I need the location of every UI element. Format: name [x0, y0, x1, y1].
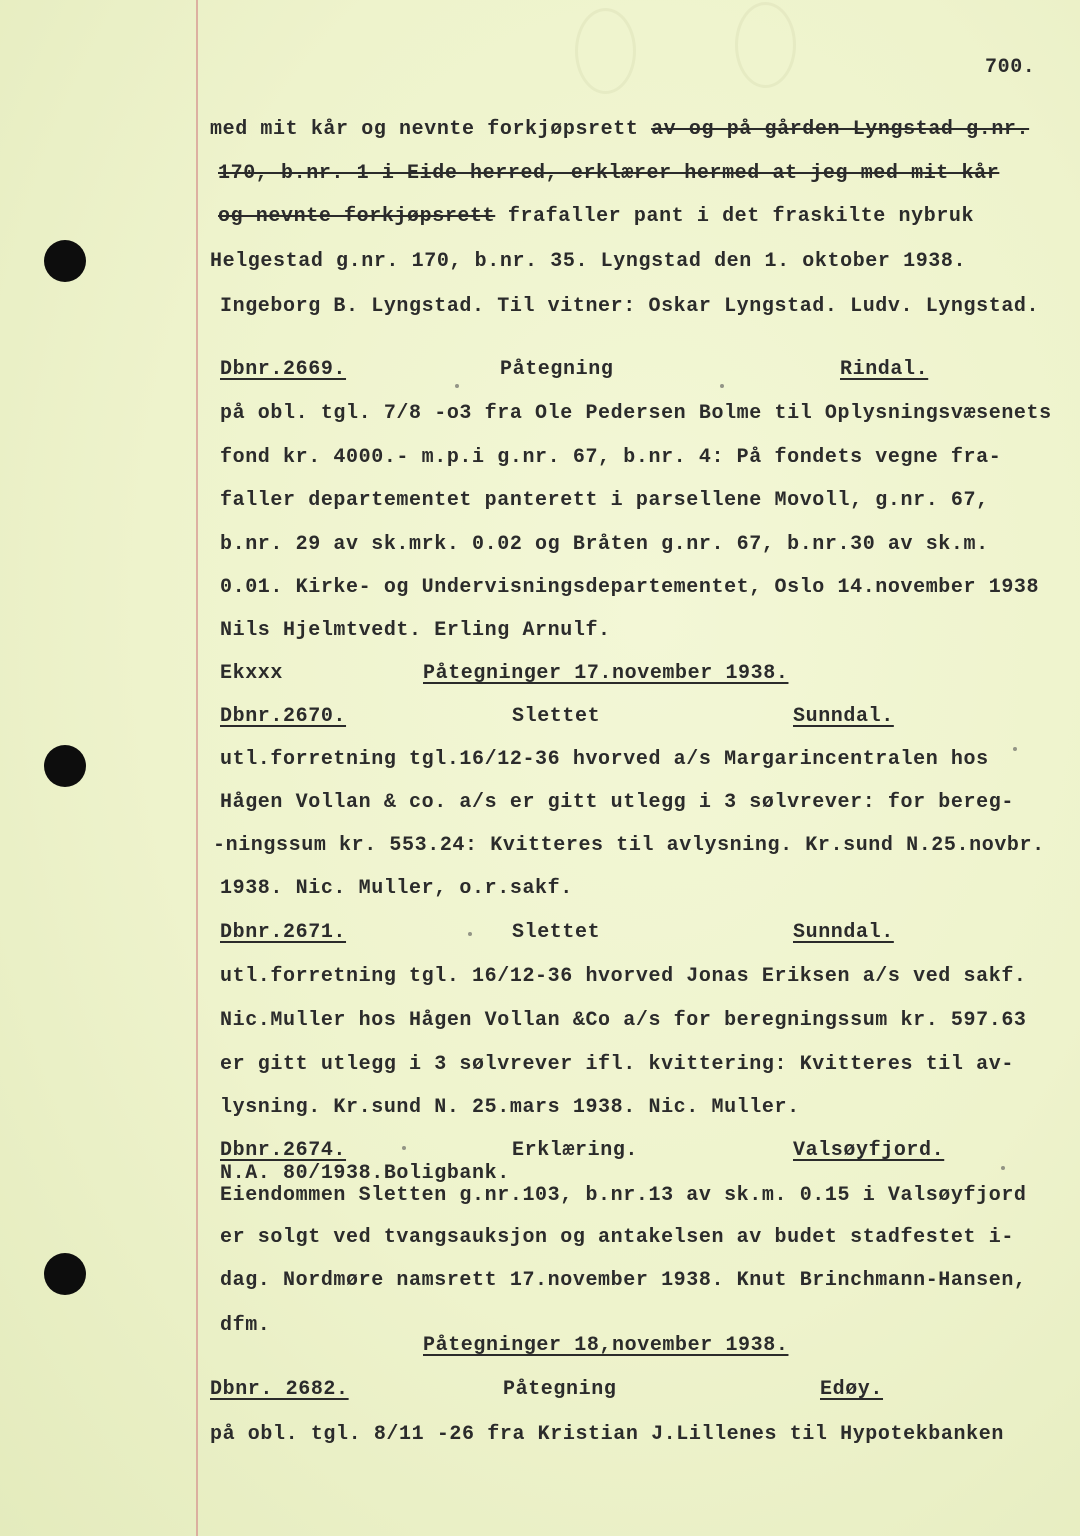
- text-line-h4a: [220, 921, 346, 945]
- text-line-h7a: [210, 1378, 349, 1402]
- text-line-h1a: [220, 358, 346, 382]
- text-span: Påtegning: [503, 1378, 617, 1401]
- text-line-h3b: [512, 705, 600, 729]
- underlined-text: Påtegninger 18,november 1938.: [423, 1334, 789, 1357]
- underlined-text: Dbnr. 2682.: [210, 1378, 349, 1401]
- text-line-l16: [220, 965, 1027, 989]
- text-line-l24: [220, 1314, 270, 1338]
- text-span: utl.forretning tgl.16/12-36 hvorved a/s Margarincentralen hos: [220, 748, 989, 771]
- text-span: dag. Nordmøre namsrett 17.november 1938. Knut Brinchmann-Hansen,: [220, 1269, 1027, 1292]
- text-line-l11: [220, 619, 611, 643]
- text-line-l21: [220, 1184, 1027, 1208]
- text-line-h2a: [220, 662, 283, 686]
- text-line-l13: [220, 791, 1014, 815]
- underlined-text: Påtegninger 17.november 1938.: [423, 662, 789, 685]
- text-line-h2b: [423, 662, 788, 686]
- struck-text: av og på gården Lyngstad g.nr.: [651, 118, 1030, 141]
- text-line-h3a: [220, 705, 346, 729]
- text-line-l17: [220, 1009, 1027, 1033]
- text-span: med mit kår og nevnte forkjøpsrett: [210, 118, 652, 141]
- underlined-text: Dbnr.2671.: [220, 921, 347, 944]
- text-line-l4: [210, 250, 966, 274]
- text-span: -ningssum kr. 553.24: Kvitteres til avlysning. Kr.sund N.25.novbr.: [213, 834, 1045, 857]
- watermark-mark: [735, 2, 796, 88]
- ink-speck: [402, 1146, 406, 1150]
- text-line-l23: [220, 1269, 1027, 1293]
- text-line-l2: [218, 162, 999, 186]
- text-span: er solgt ved tvangsauksjon og antakelsen av budet stadfestet i-: [220, 1226, 1014, 1249]
- text-line-h1c: [840, 358, 928, 382]
- text-span: Hågen Vollan & co. a/s er gitt utlegg i 3 sølvrever: for bereg-: [220, 791, 1014, 814]
- text-line-l18: [220, 1053, 1014, 1077]
- ink-speck: [1001, 1166, 1005, 1170]
- text-span: er gitt utlegg i 3 sølvrever ifl. kvittering: Kvitteres til av-: [220, 1053, 1014, 1076]
- text-span: Slettet: [512, 705, 601, 728]
- text-line-l22: [220, 1226, 1014, 1250]
- text-line-l7: [220, 446, 1001, 470]
- text-line-l12: [220, 748, 989, 772]
- text-line-l25: [210, 1423, 1004, 1447]
- text-line-l6: [220, 402, 1052, 426]
- watermark-mark: [575, 8, 636, 94]
- underlined-text: Sunndal.: [793, 705, 894, 728]
- underlined-text: Edøy.: [820, 1378, 884, 1401]
- text-span: Nils Hjelmtvedt. Erling Arnulf.: [220, 619, 611, 642]
- text-line-h1b: [500, 358, 613, 382]
- text-span: N.A. 80/1938.Boligbank.: [220, 1162, 510, 1185]
- text-span: 1938. Nic. Muller, o.r.sakf.: [220, 877, 573, 900]
- text-span: frafaller pant i det fraskilte nybruk: [495, 205, 975, 228]
- text-span: b.nr. 29 av sk.mrk. 0.02 og Bråten g.nr. 67, b.nr.30 av sk.m.: [220, 533, 989, 556]
- text-line-h5a: [220, 1139, 346, 1163]
- text-span: lysning. Kr.sund N. 25.mars 1938. Nic. Muller.: [220, 1096, 800, 1119]
- underlined-text: Valsøyfjord.: [793, 1139, 945, 1162]
- text-line-h4c: [793, 921, 894, 945]
- underlined-text: Sunndal.: [793, 921, 894, 944]
- ink-speck: [468, 932, 472, 936]
- margin-line: [196, 0, 198, 1536]
- page-number: 700.: [985, 56, 1036, 79]
- text-span: 0.01. Kirke- og Undervisningsdepartementet, Oslo 14.november 1938: [220, 576, 1040, 599]
- text-line-l9: [220, 533, 989, 557]
- text-line-h7c: [820, 1378, 883, 1402]
- text-line-h3c: [793, 705, 894, 729]
- text-span: fond kr. 4000.- m.p.i g.nr. 67, b.nr. 4: På fondets vegne fra-: [220, 446, 1002, 469]
- text-line-h5b: [512, 1139, 638, 1163]
- ink-speck: [455, 384, 459, 388]
- underlined-text: Rindal.: [840, 358, 929, 381]
- text-line-l20: [220, 1162, 510, 1186]
- text-span: dfm.: [220, 1314, 271, 1337]
- ink-speck: [720, 384, 724, 388]
- punch-hole: [44, 240, 86, 282]
- text-span: faller departementet panterett i parsellene Movoll, g.nr. 67,: [220, 489, 989, 512]
- text-line-l19: [220, 1096, 800, 1120]
- text-line-h6: [423, 1334, 788, 1358]
- text-span: Ingeborg B. Lyngstad. Til vitner: Oskar Lyngstad. Ludv. Lyngstad.: [220, 295, 1040, 318]
- text-line-l5: [220, 295, 1039, 319]
- text-line-l15: [220, 877, 573, 901]
- struck-text: 170, b.nr. 1 i Eide herred, erklærer hermed at jeg med mit kår: [218, 162, 1000, 185]
- text-span: utl.forretning tgl. 16/12-36 hvorved Jonas Eriksen a/s ved sakf.: [220, 965, 1027, 988]
- text-span: på obl. tgl. 8/11 -26 fra Kristian J.Lillenes til Hypotekbanken: [210, 1423, 1004, 1446]
- underlined-text: Dbnr.2670.: [220, 705, 347, 728]
- text-span: Påtegning: [500, 358, 614, 381]
- underlined-text: Dbnr.2674.: [220, 1139, 347, 1162]
- text-line-l14: [213, 834, 1045, 858]
- text-span: på obl. tgl. 7/8 -o3 fra Ole Pedersen Bolme til Oplysningsvæsenets: [220, 402, 1052, 425]
- underlined-text: Dbnr.2669.: [220, 358, 347, 381]
- text-line-l8: [220, 489, 989, 513]
- text-line-l10: [220, 576, 1039, 600]
- text-span: Ekxxx: [220, 662, 284, 685]
- text-line-l3: [218, 205, 974, 229]
- text-span: Erklæring.: [512, 1139, 639, 1162]
- punch-hole: [44, 1253, 86, 1295]
- text-line-l1: [210, 118, 1029, 142]
- text-line-h5c: [793, 1139, 944, 1163]
- punch-hole: [44, 745, 86, 787]
- text-line-h7b: [503, 1378, 616, 1402]
- text-span: Eiendommen Sletten g.nr.103, b.nr.13 av sk.m. 0.15 i Valsøyfjord: [220, 1184, 1027, 1207]
- ink-speck: [1013, 747, 1017, 751]
- text-line-h4b: [512, 921, 600, 945]
- struck-text: og nevnte forkjøpsrett: [218, 205, 496, 228]
- text-span: Nic.Muller hos Hågen Vollan &Co a/s for beregningssum kr. 597.63: [220, 1009, 1027, 1032]
- text-span: Helgestad g.nr. 170, b.nr. 35. Lyngstad den 1. oktober 1938.: [210, 250, 967, 273]
- text-span: Slettet: [512, 921, 601, 944]
